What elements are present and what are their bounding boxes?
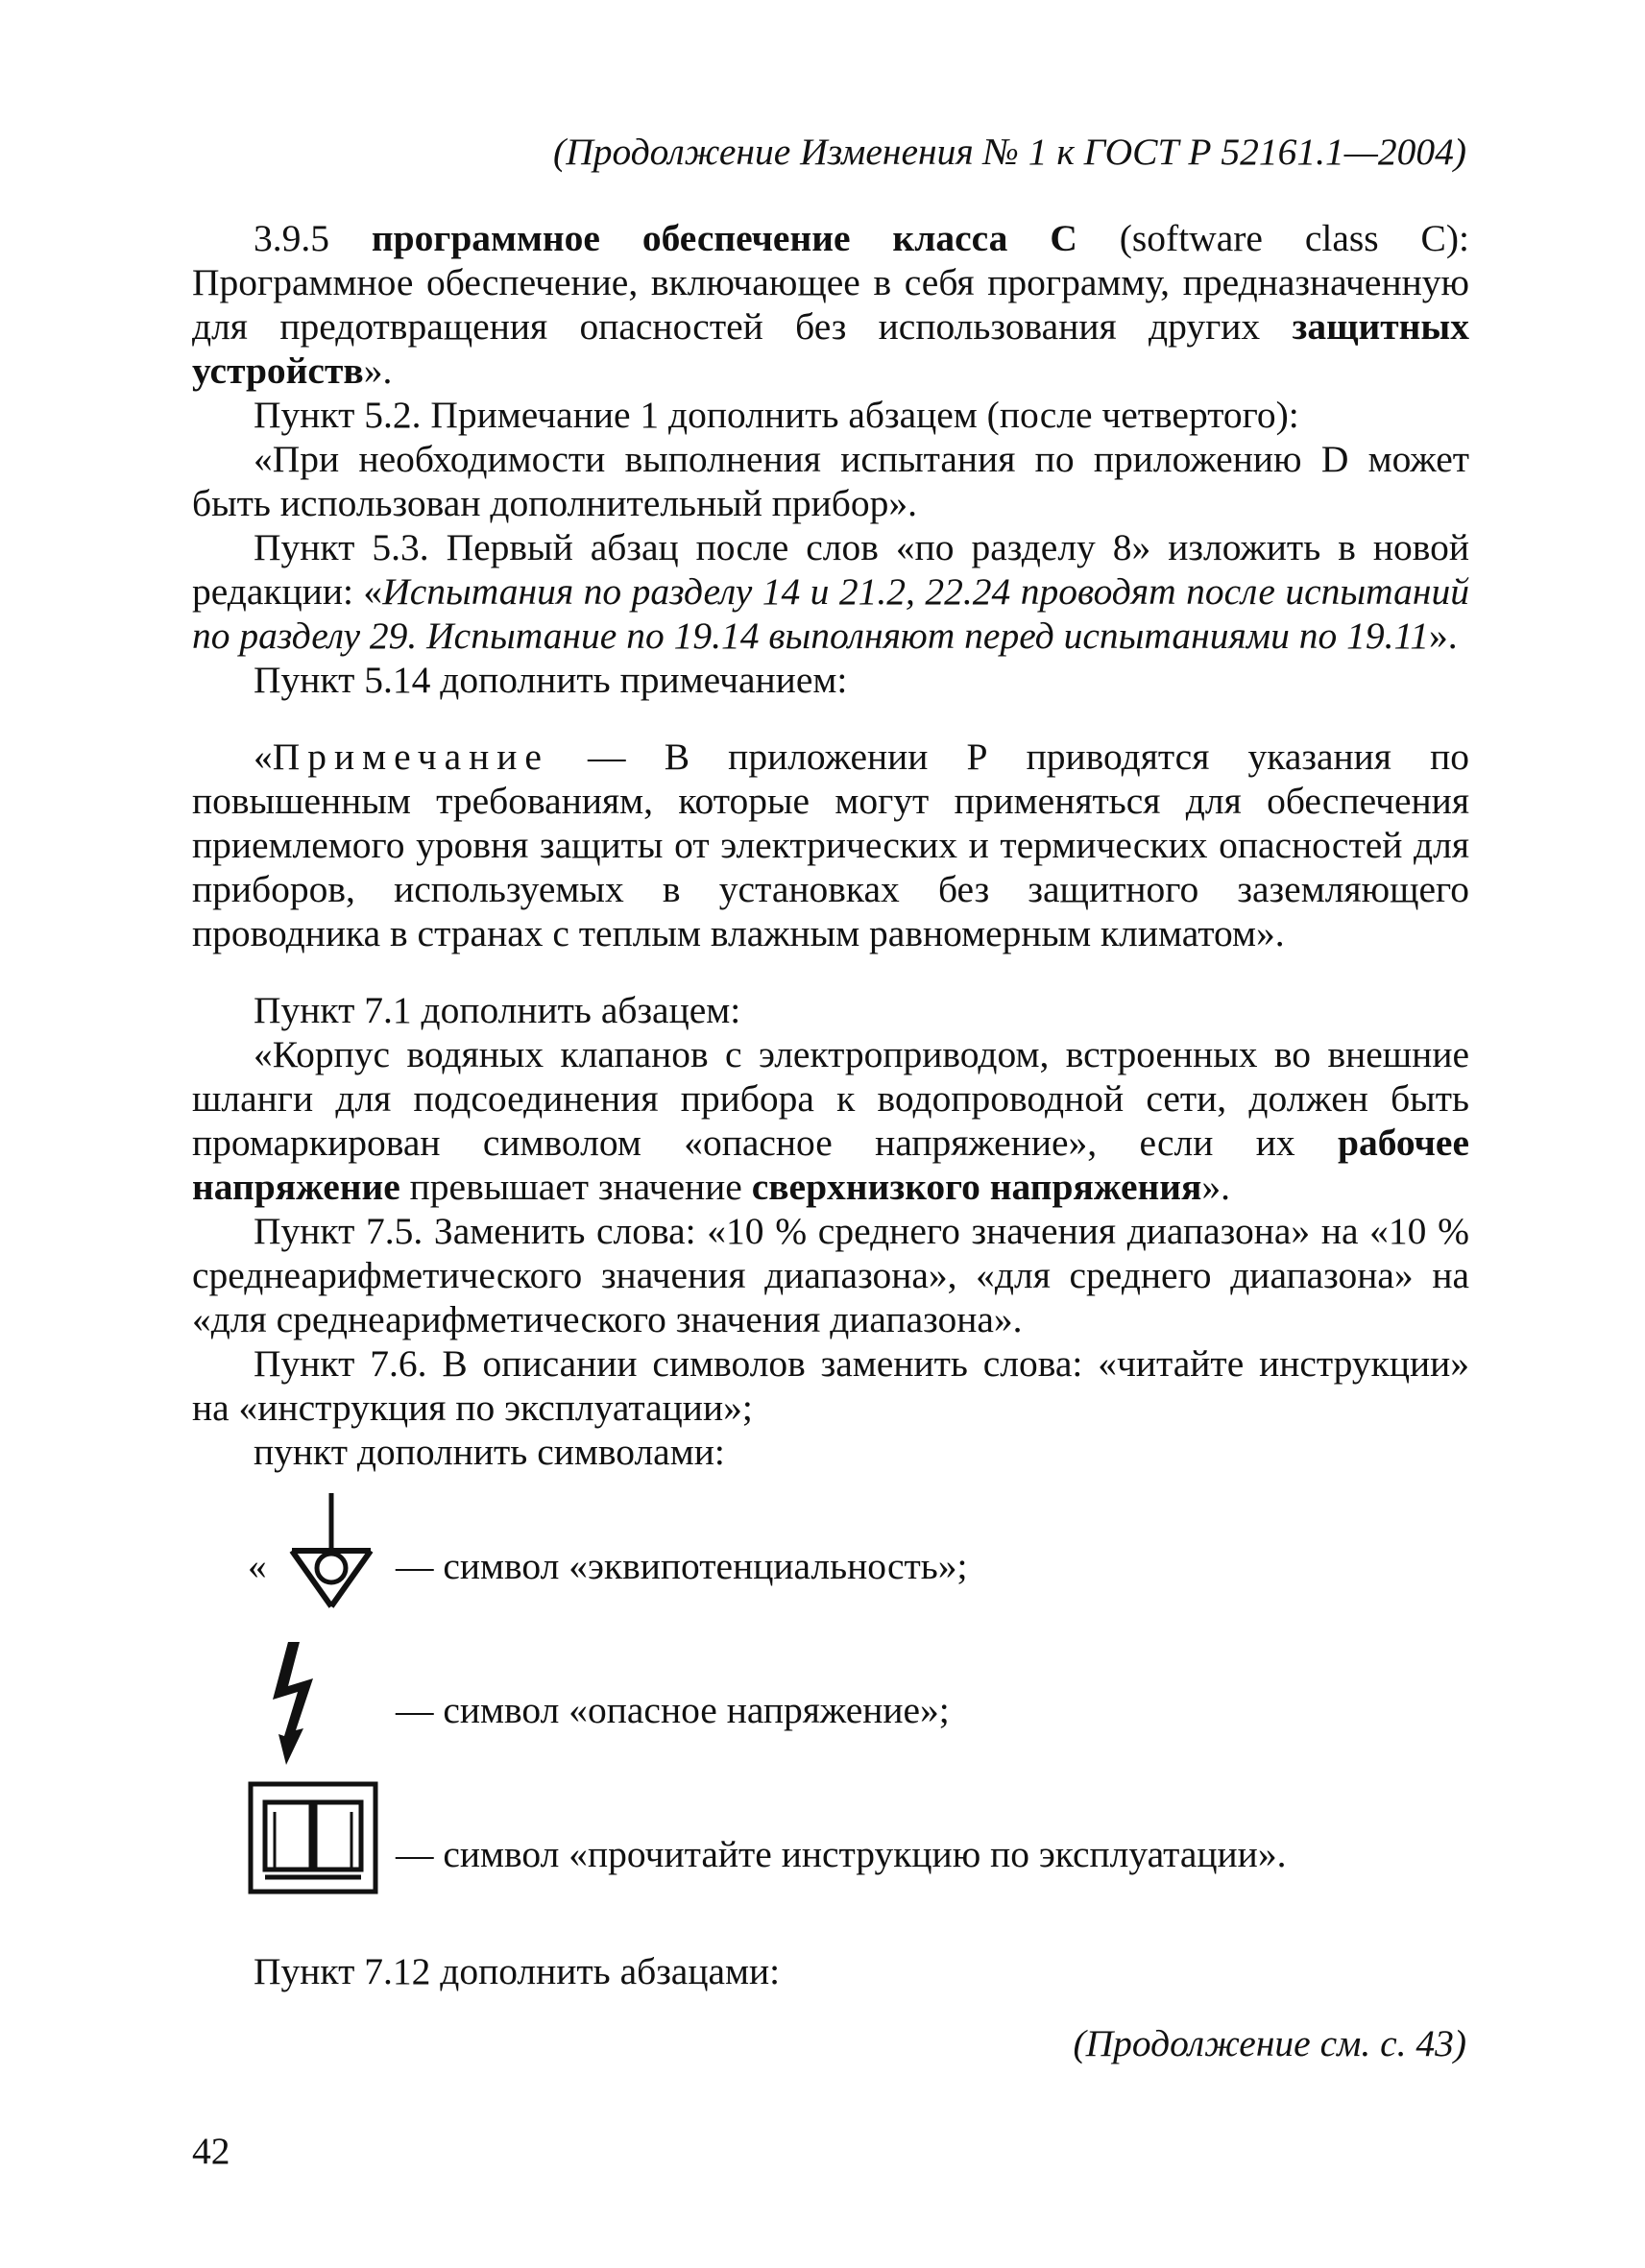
p71-bold-2: сверхнизкого напряжения <box>751 1166 1202 1208</box>
term-bold-2: защитных устройств <box>192 305 1469 392</box>
paragraph-7-6-add: пункт дополнить символами: <box>254 1431 725 1473</box>
voltage-label: — символ «опасное напряжение»; <box>396 1689 950 1731</box>
paragraph-5-2: Пункт 5.2. Примечание 1 дополнить абзацем (после четвертого): <box>254 394 1299 436</box>
note-text: — В приложении Р приводятся указания по повышенным требованиям, которые могут применяться для обеспечения приемлемого уровня защиты от электрических и термических опасностей для приборов, используемых в установках без защитного заземляющего проводника в странах с теплым влажным равномерным климатом». <box>192 736 1469 954</box>
p71-mid: превышает значение <box>399 1166 752 1208</box>
term-bold: программное обеспечение класса С <box>371 217 1077 259</box>
book-icon <box>248 1781 378 1894</box>
definition-text: (software class C): Программное обеспечение, включающее в себя программу, предназначенную для предотвращения опасностей без использования других <box>192 217 1469 348</box>
p53-text: Пункт 5.3. Первый абзац после слов «по разделу 8» изложить в новой редакции: « <box>192 526 1469 613</box>
clause-number: 3.9.5 <box>254 217 372 259</box>
body-text <box>192 216 1469 1474</box>
lightning-icon <box>259 1640 336 1765</box>
p71-end: ». <box>1201 1166 1231 1208</box>
p71-bold-1: рабочее напряжение <box>192 1122 1469 1208</box>
paragraph-7-1-text <box>192 1032 1469 1209</box>
equipotential-icon <box>288 1493 375 1608</box>
paragraph-7-5: Пункт 7.5. Заменить слова: «10 % среднего значения диапазона» на «10 % среднеарифметического значения диапазона», «для среднего диапазона» на «для среднеарифметического значения диапазона». <box>192 1210 1469 1340</box>
paragraph-7-1: Пункт 7.1 дополнить абзацем: <box>254 989 741 1031</box>
equipotential-label: — символ «эквипотенциальность»; <box>396 1545 968 1587</box>
body-text-end <box>192 1949 1469 1993</box>
paragraph-7-12: Пункт 7.12 дополнить абзацами: <box>254 1950 781 1992</box>
running-header: (Продолжение Изменения № 1 к ГОСТ Р 52161.1—2004) <box>553 131 1466 173</box>
p71-text: «Корпус водяных клапанов с электроприводом, встроенных во внешние шланги для подсоединения прибора к водопроводной сети, должен быть промаркирован символом «опасное напряжение», если их <box>192 1033 1469 1164</box>
manual-label: — символ «прочитайте инструкцию по эксплуатации». <box>396 1833 1287 1875</box>
paragraph-5-14: Пункт 5.14 дополнить примечанием: <box>254 659 848 701</box>
paragraph-5-3 <box>192 525 1469 658</box>
paragraph-5-2-note: «При необходимости выполнения испытания по приложению D может быть использован дополнительный прибор». <box>192 438 1469 524</box>
paragraph-7-6: Пункт 7.6. В описании символов заменить слова: «читайте инструкции» на «инструкция по эксплуатации»; <box>192 1342 1469 1429</box>
note-label: Примечание <box>272 736 549 778</box>
closing-quote: ». <box>363 350 393 392</box>
continuation-note: (Продолжение см. с. 43) <box>1073 2022 1466 2064</box>
open-quote: « <box>248 1545 267 1587</box>
note-paragraph <box>192 735 1469 955</box>
page-number: 42 <box>192 2130 230 2172</box>
p53-end: ». <box>1429 615 1458 657</box>
note-open-quote: « <box>254 736 273 778</box>
p53-italic: Испытания по разделу 14 и 21.2, 22.24 проводят после испытаний по разделу 29. Испытание по 19.14 выполняют перед испытаниями по 19.11 <box>192 570 1469 657</box>
paragraph-3-9-5 <box>192 216 1469 393</box>
